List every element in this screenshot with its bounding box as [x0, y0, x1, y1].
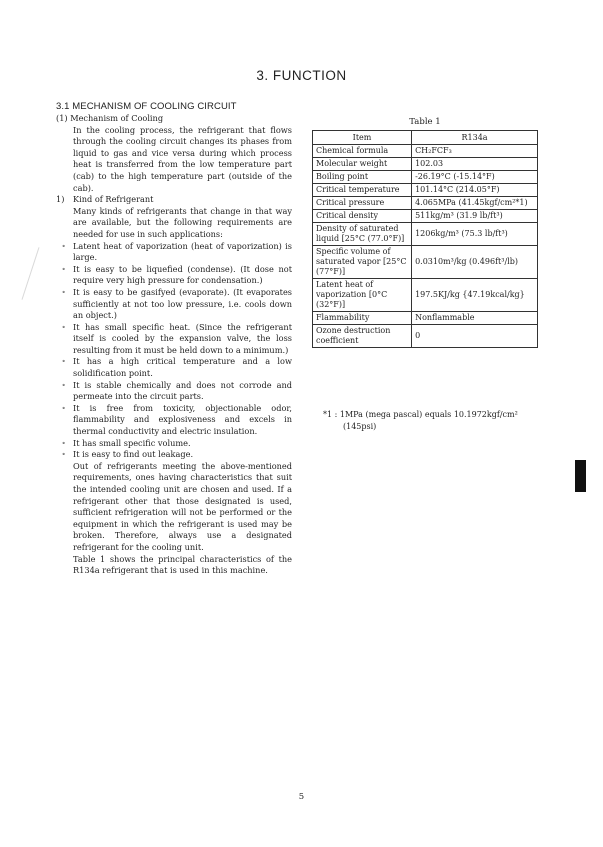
table-cell-item: Density of saturated liquid [25°C (77.0°F)]	[313, 223, 412, 246]
table-cell-item: Ozone destruction coefficient	[313, 325, 412, 348]
bullet-icon: ∘	[62, 241, 66, 250]
table-header-row	[313, 131, 538, 145]
table-cell-item: Chemical formula	[313, 145, 412, 158]
bullet-icon: ∘	[62, 450, 66, 459]
table-row	[313, 279, 538, 312]
table-cell-value: 1206kg/m³ (75.3 lb/ft³)	[412, 223, 538, 246]
footnote-line-1: *1 : 1MPa (mega pascal) equals 10.1972kgf/cm²	[323, 410, 518, 419]
requirements-list	[56, 241, 292, 461]
refrigerant-properties-table	[312, 130, 538, 348]
table-row	[313, 145, 538, 158]
footnote-line-2: (145psi)	[343, 421, 377, 431]
mechanism-paragraph: In the cooling process, the refrigerant that flows through the cooling circuit changes its phases from liquid to gas and vice versa during which process heat is transferred from the low temperature part (cab) to the high temperature part (outside of the cab).	[73, 124, 292, 193]
table-row	[313, 246, 538, 279]
requirement-text: It has a high critical temperature and a low solidification point.	[73, 356, 292, 379]
table-cell-value: 102.03	[412, 158, 538, 171]
table-cell-item: Molecular weight	[313, 158, 412, 171]
bullet-icon: ∘	[62, 264, 66, 273]
table-cell-value: -26.19°C (-15.14°F)	[412, 171, 538, 184]
table-cell-item: Critical density	[313, 210, 412, 223]
list-item	[56, 403, 292, 438]
table-cell-item: Boiling point	[313, 171, 412, 184]
bullet-icon: ∘	[62, 357, 66, 366]
table-row	[313, 223, 538, 246]
requirement-text: It is free from toxicity, objectionable odor, flammability and explosiveness and excels in thermal conductivity and electric insulation.	[73, 402, 292, 437]
list-item	[56, 380, 292, 403]
table-cell-item: Flammability	[313, 312, 412, 325]
kind-heading	[56, 194, 292, 206]
body-text-column	[56, 113, 292, 577]
table-row	[313, 171, 538, 184]
bullet-icon: ∘	[62, 322, 66, 331]
list-item	[56, 287, 292, 322]
table-footnote	[323, 409, 543, 432]
table-cell-value: 4.065MPa (41.45kgf/cm²*1)	[412, 197, 538, 210]
table-row	[313, 325, 538, 348]
section-heading: 3.1 MECHANISM OF COOLING CIRCUIT	[56, 101, 237, 112]
bullet-icon: ∘	[62, 403, 66, 412]
list-item	[56, 322, 292, 357]
requirement-text: It is stable chemically and does not corrode and permeate into the circuit parts.	[73, 379, 292, 402]
kind-number: 1)	[56, 194, 65, 205]
requirement-text: It is easy to be gasifyed (evaporate). (It evaporates sufficiently at not too low pressure, i.e. cools down an object.)	[73, 286, 292, 321]
column-header-item: Item	[313, 131, 412, 145]
conclusion-paragraph: Out of refrigerants meeting the above-mentioned requirements, ones having characteristics that suit the intended cooling unit are chosen and used. If a refrigerant other that those designated is used, sufficient refrigeration will not be performed or the equipment in which the refrigerant is used may be broken. Therefore, always use a designated refrigerant for the cooling unit.	[73, 460, 292, 552]
table-row	[313, 197, 538, 210]
requirement-text: Latent heat of vaporization (heat of vaporization) is large.	[73, 240, 292, 263]
table-row	[313, 158, 538, 171]
table-cell-item: Specific volume of saturated vapor [25°C (77°F)]	[313, 246, 412, 279]
table-cell-value: 0	[412, 325, 538, 348]
table-cell-item: Critical temperature	[313, 184, 412, 197]
table-cell-value: 197.5KJ/kg {47.19kcal/kg}	[412, 279, 538, 312]
table-row	[313, 210, 538, 223]
table-row	[313, 312, 538, 325]
section-edge-tab	[575, 460, 586, 492]
table-caption: Table 1	[409, 117, 441, 127]
scan-margin-mark	[22, 247, 40, 300]
table-cell-value: 0.0310m³/kg (0.496ft³/lb)	[412, 246, 538, 279]
table-cell-value: 511kg/m³ (31.9 lb/ft³)	[412, 210, 538, 223]
bullet-icon: ∘	[62, 438, 66, 447]
table-row	[313, 184, 538, 197]
table-cell-value: 101.14°C (214.05°F)	[412, 184, 538, 197]
kind-heading-text: Kind of Refrigerant	[73, 194, 154, 205]
page-number: 5	[298, 792, 305, 802]
list-item	[56, 438, 292, 450]
requirement-text: It has small specific heat. (Since the refrigerant itself is cooled by the expansion valve, the loss resulting from it must be held down to a minimum.)	[73, 321, 292, 355]
kind-paragraph: Many kinds of refrigerants that change in that way are available, but the following requirements are needed for use in such applications:	[73, 205, 292, 239]
requirement-text: It is easy to find out leakage.	[73, 449, 194, 460]
bullet-icon: ∘	[62, 287, 66, 296]
list-item	[56, 356, 292, 379]
list-item	[56, 264, 292, 287]
mechanism-heading: (1) Mechanism of Cooling	[56, 113, 164, 123]
requirement-text: It is easy to be liquefied (condense). (It dose not require very high pressure for condensation.)	[73, 263, 292, 286]
list-item	[56, 241, 292, 264]
chapter-title: 3. FUNCTION	[256, 68, 347, 83]
table-cell-value: Nonflammable	[412, 312, 538, 325]
bullet-icon: ∘	[62, 380, 66, 389]
table-cell-item: Latent heat of vaporization [0°C (32°F)]	[313, 279, 412, 312]
list-item	[56, 449, 292, 461]
table-cell-item: Critical pressure	[313, 197, 412, 210]
requirement-text: It has small specific volume.	[73, 437, 191, 448]
column-header-r134a: R134a	[412, 131, 538, 145]
table-reference-paragraph: Table 1 shows the principal characteristics of the R134a refrigerant that is used in this machine.	[73, 553, 292, 576]
table-cell-value: CH₂FCF₃	[412, 145, 538, 158]
